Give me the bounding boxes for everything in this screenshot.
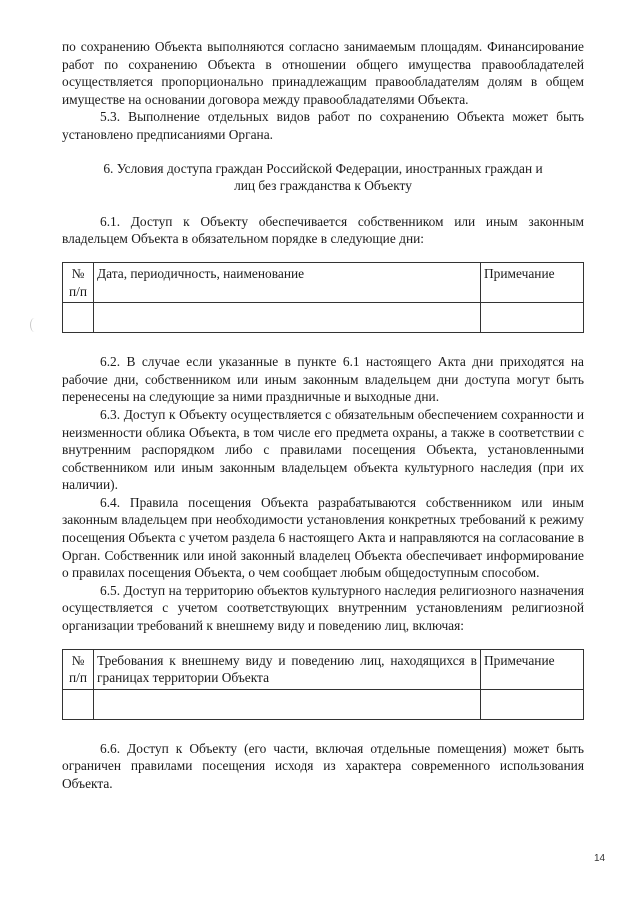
- table-cell: [481, 303, 584, 333]
- paragraph-6-6: 6.6. Доступ к Объекту (его части, включая отдельные помещения) может быть ограничен правилами посещения исходя из характера современного использования Объекта.: [62, 740, 584, 791]
- access-days-table: [62, 262, 584, 333]
- behavior-requirements-table: [62, 649, 584, 720]
- table-header-row: [63, 649, 584, 689]
- section-6-heading-line-2: лиц без гражданства к Объекту: [234, 178, 412, 194]
- column-header-note: Примечание: [481, 262, 584, 302]
- table-row: [63, 303, 584, 333]
- table-cell: [63, 303, 94, 333]
- page-number: 14: [594, 853, 606, 864]
- table-cell: [63, 689, 94, 719]
- scan-margin-mark: [30, 318, 39, 332]
- document-page: [62, 38, 584, 793]
- column-header-number: № п/п: [63, 649, 94, 689]
- section-6-heading-line-1: 6. Условия доступа граждан Российской Федерации, иностранных граждан и: [103, 160, 543, 176]
- paragraph-6-5: 6.5. Доступ на территорию объектов культурного наследия религиозного назначения осуществляется с учетом соответствующих внутренним установлениям религиозной организации требований к внешнему виду и поведению лиц, включая:: [62, 582, 584, 634]
- table-header-row: [63, 262, 584, 302]
- table-cell: [481, 689, 584, 719]
- paragraph-5-2-continuation: по сохранению Объекта выполняются согласно занимаемым площадям. Финансирование работ по сохранению Объекта в отношении общего имущества правообладателей осуществляется пропорционально принадлежащим правообладателям долям в общем имуществе на основании договора между правообладателями Объекта.: [62, 39, 584, 107]
- paragraph-5-3: 5.3. Выполнение отдельных видов работ по сохранению Объекта может быть установлено предписаниями Органа.: [62, 109, 584, 142]
- table-row: [63, 689, 584, 719]
- table-cell: [94, 689, 481, 719]
- column-header-note: Примечание: [481, 649, 584, 689]
- paragraph-6-1: 6.1. Доступ к Объекту обеспечивается собственником или иным законным владельцем Объекта в обязательном порядке в следующие дни:: [62, 213, 584, 247]
- table-cell: [94, 303, 481, 333]
- column-header-requirements: Требования к внешнему виду и поведению лиц, находящихся в границах территории Объекта: [94, 649, 481, 689]
- paragraph-6-2: 6.2. В случае если указанные в пункте 6.1 настоящего Акта дни приходятся на рабочие дни, собственником или иным законным владельцем дни доступа могут быть перенесены на следующие за ними праздничные и выходные дни.: [62, 354, 584, 405]
- paragraph-6-4: 6.4. Правила посещения Объекта разрабатываются собственником или иным законным владельцем при необходимости установления конкретных требований к режиму посещения Объекта с учетом раздела 6 настоящего Акта и направляются на согласование в Орган. Собственник или иной законный владелец Объекта обеспечивает информирование о правилах посещения Объекта, о чем сообщает любым общедоступным способом.: [62, 494, 584, 581]
- column-header-number: № п/п: [63, 262, 94, 302]
- column-header-date: Дата, периодичность, наименование: [94, 262, 481, 302]
- section-6-heading: [62, 160, 584, 195]
- paragraph-6-3: 6.3. Доступ к Объекту осуществляется с обязательным обеспечением сохранности и неизменности облика Объекта, в том числе его предмета охраны, а также в соответствии с внутренним распорядком либо с правилами посещения Объекта, установленными собственником или иным законным владельцем объекта культурного наследия (при их наличии).: [62, 406, 584, 493]
